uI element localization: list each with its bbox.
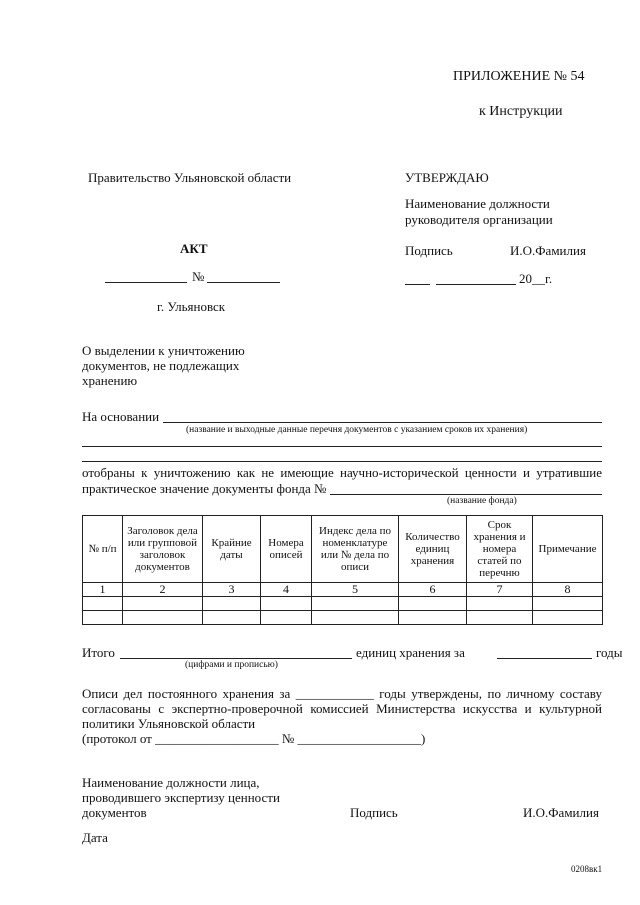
table-cell bbox=[83, 611, 123, 625]
col-header-dates: Крайние даты bbox=[203, 516, 261, 583]
total-note: (цифрами и прописью) bbox=[185, 660, 278, 670]
appendix-subtitle: к Инструкции bbox=[479, 104, 563, 119]
table-cell bbox=[123, 611, 203, 625]
table-cell bbox=[533, 597, 603, 611]
expert-signature-label: Подпись bbox=[350, 805, 398, 820]
footer-code: 0208вк1 bbox=[571, 864, 603, 874]
table-cell: 3 bbox=[203, 583, 261, 597]
approval-heading: УТВЕРЖДАЮ bbox=[405, 170, 489, 185]
act-date-line bbox=[105, 282, 187, 283]
table-cell bbox=[399, 597, 467, 611]
table-cell bbox=[533, 611, 603, 625]
approval-month-line bbox=[436, 284, 516, 285]
col-header-quantity: Количество единиц хранения bbox=[399, 516, 467, 583]
act-city: г. Ульяновск bbox=[157, 299, 226, 314]
subject-line1: О выделении к уничтожению bbox=[82, 343, 245, 358]
table-cell bbox=[312, 597, 399, 611]
basis-blank-line-1 bbox=[82, 446, 602, 447]
act-title: АКТ bbox=[180, 241, 208, 256]
selected-line2: практическое значение документы фонда № bbox=[82, 481, 327, 496]
table-cell bbox=[123, 597, 203, 611]
col-header-note: Примечание bbox=[533, 516, 603, 583]
approval-position-line1: Наименование должности bbox=[405, 196, 550, 211]
approval-day-line bbox=[405, 284, 430, 285]
expert-name-label: И.О.Фамилия bbox=[523, 805, 599, 820]
table-cell bbox=[467, 597, 533, 611]
table-cell: 6 bbox=[399, 583, 467, 597]
fund-line bbox=[330, 494, 602, 495]
approval-year-suffix: 20__г. bbox=[519, 271, 553, 286]
total-units-label: единиц хранения за bbox=[356, 645, 465, 660]
documents-table bbox=[82, 515, 603, 625]
subject-line2: документов, не подлежащих bbox=[82, 358, 240, 373]
total-label: Итого bbox=[82, 645, 115, 660]
total-period-line bbox=[497, 658, 592, 659]
inventories-line1: Описи дел постоянного хранения за ____________ годы утверждены, по личному составу bbox=[82, 686, 602, 701]
expert-line3: документов bbox=[82, 805, 147, 820]
table-cell bbox=[261, 597, 312, 611]
total-amount-line bbox=[120, 658, 352, 659]
table-row bbox=[83, 597, 603, 611]
table-cell: 1 bbox=[83, 583, 123, 597]
date-label: Дата bbox=[82, 830, 108, 845]
table-cell: 5 bbox=[312, 583, 399, 597]
approval-name-label: И.О.Фамилия bbox=[510, 243, 586, 258]
table-cell bbox=[467, 611, 533, 625]
basis-label: На основании bbox=[82, 409, 160, 424]
basis-blank-line-2 bbox=[82, 461, 602, 462]
table-header-row bbox=[83, 516, 603, 583]
act-number-sign: № bbox=[192, 269, 205, 284]
total-years-label: годы bbox=[596, 645, 623, 660]
basis-note: (название и выходные данные перечня документов с указанием сроков их хранения) bbox=[186, 425, 528, 435]
col-header-period: Срок хранения и номера статей по перечню bbox=[467, 516, 533, 583]
expert-line2: проводившего экспертизу ценности bbox=[82, 790, 280, 805]
inventories-line2: согласованы с экспертно-проверочной комиссией Министерства искусства и культурной bbox=[82, 701, 602, 716]
appendix-title: ПРИЛОЖЕНИЕ № 54 bbox=[453, 69, 585, 84]
col-header-index: Индекс дела по номенклатуре или № дела по описи bbox=[312, 516, 399, 583]
basis-line bbox=[163, 422, 602, 423]
col-header-number: № п/п bbox=[83, 516, 123, 583]
table-cell bbox=[203, 611, 261, 625]
approval-signature-label: Подпись bbox=[405, 243, 453, 258]
fund-note: (название фонда) bbox=[447, 496, 517, 506]
table-numbers-row bbox=[83, 583, 603, 597]
table-cell: 2 bbox=[123, 583, 203, 597]
table-cell bbox=[312, 611, 399, 625]
table-row bbox=[83, 611, 603, 625]
table-cell: 7 bbox=[467, 583, 533, 597]
organization-name: Правительство Ульяновской области bbox=[88, 170, 292, 185]
table-cell bbox=[399, 611, 467, 625]
act-number-line bbox=[207, 282, 280, 283]
selected-line1: отобраны к уничтожению как не имеющие научно-исторической ценности и утратившие bbox=[82, 465, 602, 480]
col-header-title: Заголовок дела или групповой заголовок документов bbox=[123, 516, 203, 583]
table-cell: 8 bbox=[533, 583, 603, 597]
col-header-inventories: Номера описей bbox=[261, 516, 312, 583]
table-cell bbox=[261, 611, 312, 625]
inventories-line3: политики Ульяновской области bbox=[82, 716, 256, 731]
approval-position-line2: руководителя организации bbox=[405, 212, 553, 227]
inventories-line4: (протокол от ___________________ № ___________________) bbox=[82, 731, 426, 746]
table-cell: 4 bbox=[261, 583, 312, 597]
table-cell bbox=[83, 597, 123, 611]
subject-line3: хранению bbox=[82, 373, 138, 388]
table-cell bbox=[203, 597, 261, 611]
expert-line1: Наименование должности лица, bbox=[82, 775, 260, 790]
